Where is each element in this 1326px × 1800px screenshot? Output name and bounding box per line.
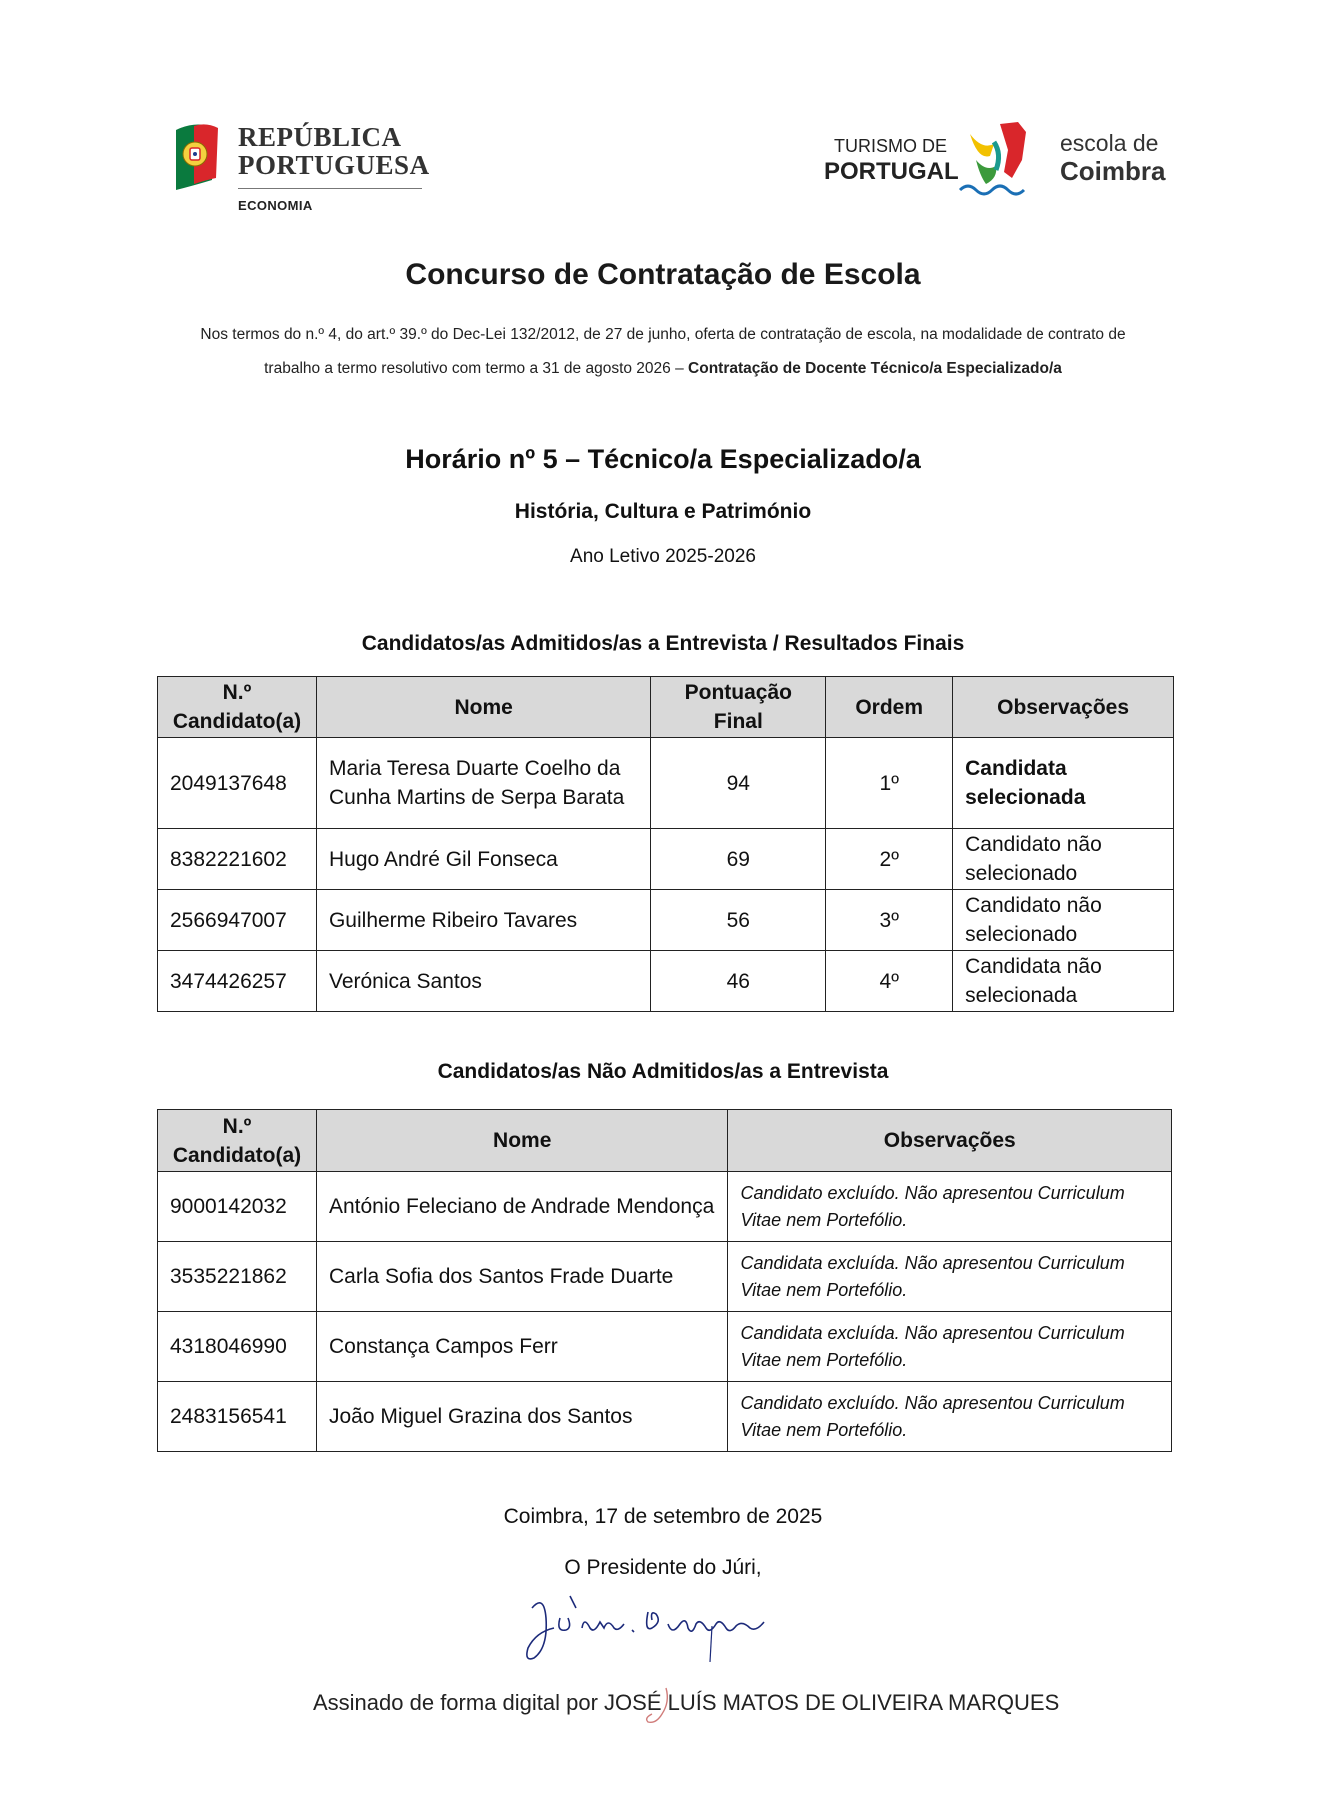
candidate-score: 94 xyxy=(651,738,826,829)
header-name: Nome xyxy=(316,1110,728,1172)
logo-ministry: ECONOMIA xyxy=(238,198,313,213)
admitted-section-title: Candidatos/as Admitidos/as a Entrevista / Resultados Finais xyxy=(361,632,965,655)
header-score: Pontuação Final xyxy=(651,677,826,738)
admitted-results-table xyxy=(157,676,1174,1012)
candidate-number: 2566947007 xyxy=(158,890,317,951)
candidate-number: 2049137648 xyxy=(158,738,317,829)
jury-president-label: O Presidente do Júri, xyxy=(564,1556,762,1579)
tp-text-line2: PORTUGAL xyxy=(824,158,959,185)
table-row xyxy=(158,951,1174,1012)
candidate-order: 3º xyxy=(826,890,953,951)
turismo-portugal-emblem-icon xyxy=(956,120,1036,202)
candidate-name: Carla Sofia dos Santos Frade Duarte xyxy=(316,1242,728,1312)
intro-line2 xyxy=(0,352,1326,386)
candidate-score: 69 xyxy=(651,829,826,890)
signature-stamp-mark-icon xyxy=(640,1684,680,1728)
candidate-notes: Candidato excluído. Não apresentou Curriculum Vitae nem Portefólio. xyxy=(728,1382,1172,1452)
intro-line2-bold: Contratação de Docente Técnico/a Especializado/a xyxy=(688,360,1062,377)
candidate-name: Hugo André Gil Fonseca xyxy=(316,829,650,890)
candidate-name: António Feleciano de Andrade Mendonça xyxy=(316,1172,728,1242)
subject-title: História, Cultura e Património xyxy=(514,500,812,523)
school-text-line2: Coimbra xyxy=(1060,156,1166,186)
not-admitted-section-title: Candidatos/as Não Admitidos/as a Entrevista xyxy=(437,1060,889,1083)
header-number: N.º Candidato(a) xyxy=(158,1110,317,1172)
candidate-notes: Candidata excluída. Não apresentou Curriculum Vitae nem Portefólio. xyxy=(728,1242,1172,1312)
schedule-title: Horário nº 5 – Técnico/a Especializado/a xyxy=(405,444,921,474)
header-name: Nome xyxy=(316,677,650,738)
candidate-name: Constança Campos Ferr xyxy=(316,1312,728,1382)
header-notes: Observações xyxy=(728,1110,1172,1172)
candidate-notes: Candidata selecionada xyxy=(953,738,1174,829)
not-admitted-table xyxy=(157,1109,1172,1452)
candidate-number: 9000142032 xyxy=(158,1172,317,1242)
table-row xyxy=(158,1242,1172,1312)
candidate-name: João Miguel Grazina dos Santos xyxy=(316,1382,728,1452)
intro-line1: Nos termos do n.º 4, do art.º 39.º do Dec-Lei 132/2012, de 27 de junho, oferta de contratação de escola, na modalidade de contrato de xyxy=(200,326,1126,343)
header-notes: Observações xyxy=(953,677,1174,738)
intro-paragraph xyxy=(0,318,1326,386)
candidate-order: 1º xyxy=(826,738,953,829)
candidate-notes: Candidato não selecionado xyxy=(953,829,1174,890)
header-number: N.º Candidato(a) xyxy=(158,677,317,738)
table-row xyxy=(158,1312,1172,1382)
table-row xyxy=(158,1172,1172,1242)
school-year: Ano Letivo 2025-2026 xyxy=(570,546,756,567)
handwritten-signature xyxy=(520,1588,800,1668)
document-title: Concurso de Contratação de Escola xyxy=(405,258,921,291)
table-row xyxy=(158,738,1174,829)
candidate-notes: Candidata não selecionada xyxy=(953,951,1174,1012)
place-and-date: Coimbra, 17 de setembro de 2025 xyxy=(503,1505,823,1528)
logo-text-line1: REPÚBLICA xyxy=(238,122,402,152)
logo-text-line2: PORTUGUESA xyxy=(238,150,430,180)
table-row xyxy=(158,1382,1172,1452)
candidate-name: Maria Teresa Duarte Coelho da Cunha Martins de Serpa Barata xyxy=(316,738,650,829)
candidate-name: Guilherme Ribeiro Tavares xyxy=(316,890,650,951)
candidate-order: 4º xyxy=(826,951,953,1012)
table-header-row xyxy=(158,1110,1172,1172)
intro-line2-text: trabalho a termo resolutivo com termo a 31 de agosto 2026 – xyxy=(264,360,689,377)
candidate-name: Verónica Santos xyxy=(316,951,650,1012)
candidate-number: 8382221602 xyxy=(158,829,317,890)
candidate-order: 2º xyxy=(826,829,953,890)
candidate-notes: Candidata excluída. Não apresentou Curriculum Vitae nem Portefólio. xyxy=(728,1312,1172,1382)
header-order: Ordem xyxy=(826,677,953,738)
portuguese-flag-emblem-icon xyxy=(172,120,224,190)
turismo-escola-coimbra-logo xyxy=(820,120,1170,210)
table-header-row xyxy=(158,677,1174,738)
candidate-notes: Candidato não selecionado xyxy=(953,890,1174,951)
table-row xyxy=(158,829,1174,890)
candidate-score: 56 xyxy=(651,890,826,951)
table-row xyxy=(158,890,1174,951)
candidate-number: 3474426257 xyxy=(158,951,317,1012)
candidate-number: 2483156541 xyxy=(158,1382,317,1452)
logo-divider xyxy=(238,188,422,189)
digital-signature-text: Assinado de forma digital por JOSÉ LUÍS MATOS DE OLIVEIRA MARQUES xyxy=(313,1690,1060,1715)
tp-text-line1: TURISMO DE xyxy=(834,136,948,156)
republica-portuguesa-logo xyxy=(172,118,432,218)
school-text-line1: escola de xyxy=(1060,130,1159,156)
candidate-number: 3535221862 xyxy=(158,1242,317,1312)
candidate-number: 4318046990 xyxy=(158,1312,317,1382)
candidate-score: 46 xyxy=(651,951,826,1012)
candidate-notes: Candidato excluído. Não apresentou Curriculum Vitae nem Portefólio. xyxy=(728,1172,1172,1242)
